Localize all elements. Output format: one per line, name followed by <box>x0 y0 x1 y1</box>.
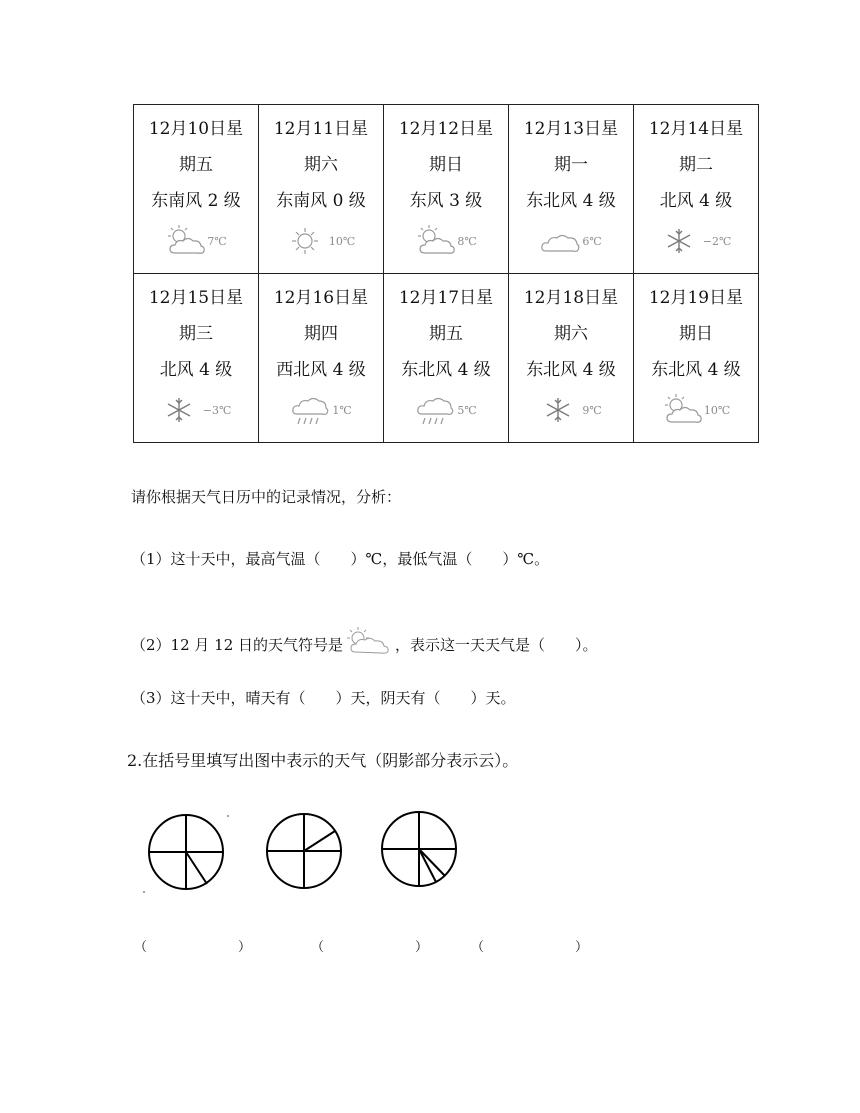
wind: 北风 4 级 <box>159 360 233 380</box>
sun-cloud-icon <box>165 223 205 259</box>
answer-slot-2[interactable]: （ ） <box>311 940 429 955</box>
date: 12月16日星 <box>273 288 369 308</box>
date: 12月14日星 <box>648 119 744 139</box>
calendar-cell <box>384 274 509 443</box>
date: 12月19日星 <box>648 288 744 308</box>
cloud-icon <box>540 223 580 259</box>
wind: 东北风 4 级 <box>401 360 491 380</box>
weekday: 期五 <box>179 155 213 175</box>
temperature: 1℃ <box>332 403 352 417</box>
calendar-cell <box>134 274 259 443</box>
temperature: 7℃ <box>207 234 227 248</box>
answer-slot-1[interactable]: （ ） <box>134 940 252 955</box>
weather-icon <box>509 221 633 261</box>
question-2-text-b: ，表示这一天天气是（ ）。 <box>395 636 598 654</box>
temperature: −3℃ <box>202 403 232 417</box>
wind: 东风 3 级 <box>409 191 483 211</box>
date: 12月15日星 <box>148 288 244 308</box>
calendar-cell <box>259 105 384 274</box>
snow-icon <box>661 223 701 259</box>
weekday: 期一 <box>554 155 588 175</box>
wind: 北风 4 级 <box>659 191 733 211</box>
weather-icon <box>134 221 258 261</box>
weekday: 期五 <box>429 324 463 344</box>
temperature: 10℃ <box>328 234 356 248</box>
rain-cloud-icon <box>290 392 330 428</box>
wind: 东北风 4 级 <box>526 191 616 211</box>
sun-cloud-icon <box>343 626 395 662</box>
calendar-row <box>134 105 759 274</box>
calendar-row <box>134 274 759 443</box>
wind: 西北风 4 级 <box>276 360 366 380</box>
answer-slot-3[interactable]: （ ） <box>471 940 589 955</box>
weather-icon <box>634 221 758 261</box>
weather-icon <box>259 221 383 261</box>
question-2 <box>131 626 598 662</box>
calendar-cell <box>509 274 634 443</box>
date: 12月17日星 <box>398 288 494 308</box>
weather-icon <box>134 390 258 430</box>
cloud-cover-circle-2 <box>262 808 352 898</box>
weekday: 期六 <box>304 155 338 175</box>
date: 12月18日星 <box>523 288 619 308</box>
rain-cloud-icon <box>415 392 455 428</box>
temperature: 5℃ <box>457 403 477 417</box>
cloud-cover-circle-1 <box>140 808 240 898</box>
calendar-cell <box>134 105 259 274</box>
task-2-title: 2.在括号里填写出图中表示的天气（阴影部分表示云）。 <box>127 751 519 770</box>
weekday: 期六 <box>554 324 588 344</box>
question-2-text-a: （2）12 月 12 日的天气符号是 <box>131 636 344 654</box>
temperature: 6℃ <box>582 234 602 248</box>
weekday: 期三 <box>179 324 213 344</box>
weather-icon <box>384 390 508 430</box>
snow-icon <box>161 392 201 428</box>
wind: 东南风 0 级 <box>276 191 366 211</box>
wind: 东南风 2 级 <box>151 191 241 211</box>
temperature: 8℃ <box>457 234 477 248</box>
calendar-cell <box>384 105 509 274</box>
temperature: 9℃ <box>582 403 602 417</box>
date: 12月13日星 <box>523 119 619 139</box>
cloud-cover-circle-3 <box>378 806 468 896</box>
weather-icon <box>259 390 383 430</box>
calendar-cell <box>634 105 759 274</box>
calendar-cell <box>634 274 759 443</box>
question-3: （3）这十天中，晴天有（ ）天，阴天有（ ）天。 <box>131 689 516 707</box>
weekday: 期日 <box>429 155 463 175</box>
weather-icon <box>509 390 633 430</box>
wind: 东北风 4 级 <box>651 360 741 380</box>
sun-icon <box>287 223 327 259</box>
weather-icon <box>634 390 758 430</box>
weekday: 期四 <box>304 324 338 344</box>
calendar-cell <box>259 274 384 443</box>
date: 12月10日星 <box>148 119 244 139</box>
weather-icon <box>384 221 508 261</box>
weekday: 期二 <box>679 155 713 175</box>
wind: 东北风 4 级 <box>526 360 616 380</box>
date: 12月11日星 <box>273 119 369 139</box>
sun-cloud-icon <box>662 392 702 428</box>
calendar-cell <box>509 105 634 274</box>
sun-cloud-icon <box>415 223 455 259</box>
weekday: 期日 <box>679 324 713 344</box>
date: 12月12日星 <box>398 119 494 139</box>
weather-calendar-table <box>133 104 759 443</box>
temperature: −2℃ <box>702 234 732 248</box>
snow-icon <box>540 392 580 428</box>
instruction-text: 请你根据天气日历中的记录情况，分析： <box>131 488 402 506</box>
temperature: 10℃ <box>703 403 731 417</box>
question-1: （1）这十天中，最高气温（ ）℃，最低气温（ ）℃。 <box>131 550 550 568</box>
